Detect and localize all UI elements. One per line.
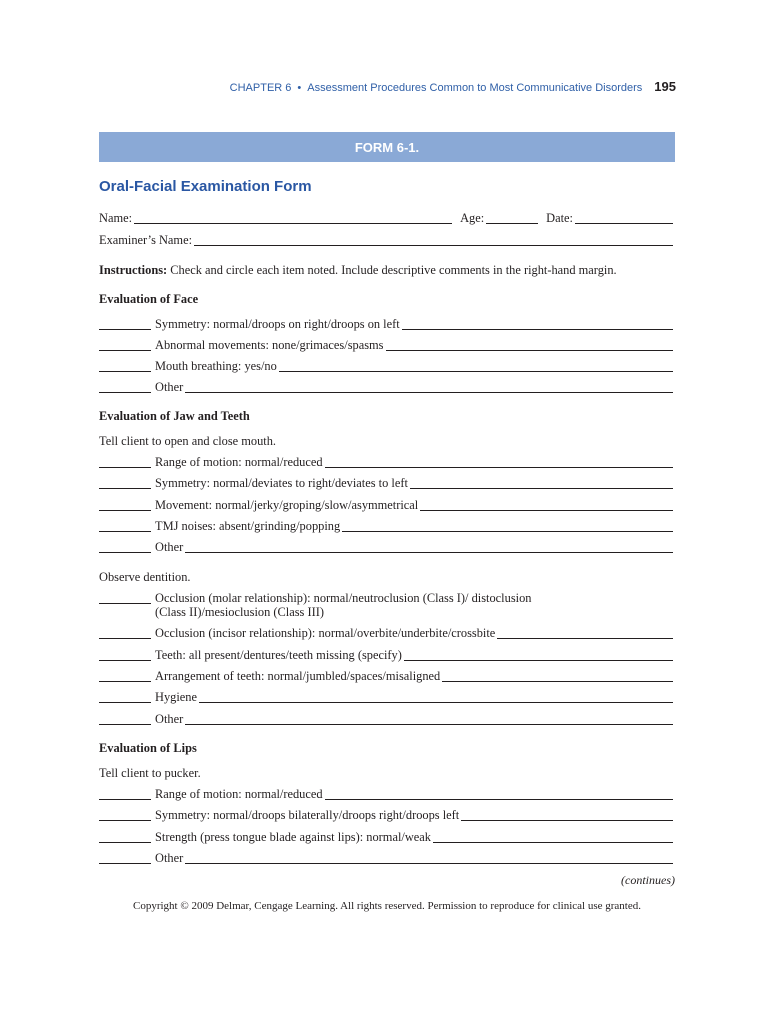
- comment-line[interactable]: [410, 487, 673, 489]
- check-blank[interactable]: [99, 391, 151, 393]
- face-item-mouth-breathing[interactable]: [99, 357, 675, 375]
- check-blank[interactable]: [99, 509, 151, 511]
- page-number: 195: [654, 79, 676, 94]
- check-blank[interactable]: [99, 701, 151, 703]
- item-label: Symmetry: normal/droops on right/droops on left: [155, 317, 400, 331]
- dentition-item-incisor-occlusion[interactable]: [99, 624, 675, 642]
- comment-line[interactable]: [185, 551, 673, 553]
- lips-heading: Evaluation of Lips: [99, 741, 197, 755]
- item-label: Hygiene: [155, 690, 197, 704]
- examiner-label: Examiner’s Name:: [99, 233, 193, 247]
- item-label: TMJ noises: absent/grinding/popping: [155, 519, 341, 533]
- item-label: Arrangement of teeth: normal/jumbled/spaces/misaligned: [155, 669, 441, 683]
- instructions-text: Check and circle each item noted. Include descriptive comments in the right-hand margin.: [167, 263, 617, 277]
- check-blank[interactable]: [99, 680, 151, 682]
- face-item-symmetry[interactable]: [99, 315, 675, 333]
- comment-line[interactable]: [461, 819, 673, 821]
- comment-line[interactable]: [433, 841, 673, 843]
- comment-line[interactable]: [386, 349, 674, 351]
- separator-bullet: •: [297, 82, 302, 94]
- comment-line[interactable]: [420, 509, 673, 511]
- item-label: Occlusion (incisor relationship): normal/overbite/underbite/crossbite: [155, 626, 496, 640]
- item-label: Symmetry: normal/droops bilaterally/droops right/droops left: [155, 808, 460, 822]
- lips-item-strength[interactable]: [99, 828, 675, 846]
- check-blank[interactable]: [99, 723, 151, 725]
- item-label: Other: [155, 540, 184, 554]
- item-label: Other: [155, 380, 184, 394]
- face-item-abnormal-movements[interactable]: [99, 336, 675, 354]
- face-heading: Evaluation of Face: [99, 292, 199, 306]
- item-label: Other: [155, 712, 184, 726]
- comment-line[interactable]: [279, 370, 673, 372]
- instructions-label: Instructions:: [99, 263, 168, 277]
- check-blank[interactable]: [99, 659, 151, 661]
- jaw-item-symmetry[interactable]: [99, 474, 675, 492]
- continues-note: (continues): [621, 873, 675, 887]
- copyright-notice: Copyright © 2009 Delmar, Cengage Learning. All rights reserved. Permission to reproduce for clinical use granted.: [133, 900, 641, 912]
- check-blank[interactable]: [99, 602, 151, 604]
- comment-line[interactable]: [325, 798, 673, 800]
- comment-line[interactable]: [185, 862, 673, 864]
- jaw-heading: Evaluation of Jaw and Teeth: [99, 409, 250, 423]
- dentition-item-teeth[interactable]: [99, 646, 675, 664]
- check-blank[interactable]: [99, 349, 151, 351]
- item-label: Range of motion: normal/reduced: [155, 455, 323, 469]
- check-blank[interactable]: [99, 466, 151, 468]
- dentition-item-molar-occlusion-cont: (Class II)/mesioclusion (Class III): [155, 605, 324, 619]
- comment-line[interactable]: [185, 723, 673, 725]
- check-blank[interactable]: [99, 798, 151, 800]
- name-label: Name:: [99, 211, 133, 225]
- comment-line[interactable]: [185, 391, 673, 393]
- comment-line[interactable]: [497, 637, 673, 639]
- instructions: [99, 261, 617, 279]
- face-item-other[interactable]: [99, 378, 675, 396]
- jaw-item-range-of-motion[interactable]: [99, 453, 675, 471]
- age-label: Age:: [460, 211, 485, 225]
- jaw-item-other[interactable]: [99, 538, 675, 556]
- comment-line[interactable]: [342, 530, 673, 532]
- lips-item-other[interactable]: [99, 849, 675, 867]
- check-blank[interactable]: [99, 551, 151, 553]
- dentition-item-arrangement[interactable]: [99, 667, 675, 685]
- check-blank[interactable]: [99, 637, 151, 639]
- comment-line[interactable]: [325, 466, 673, 468]
- check-blank[interactable]: [99, 530, 151, 532]
- item-label: Other: [155, 851, 184, 865]
- comment-line[interactable]: [199, 701, 673, 703]
- chapter-title: Assessment Procedures Common to Most Communicative Disorders: [307, 82, 643, 94]
- check-blank[interactable]: [99, 862, 151, 864]
- check-blank[interactable]: [99, 819, 151, 821]
- check-blank[interactable]: [99, 487, 151, 489]
- examiner-field[interactable]: [194, 244, 673, 246]
- jaw-instruction-open-close: Tell client to open and close mouth.: [99, 434, 277, 448]
- date-field[interactable]: [575, 222, 673, 224]
- lips-item-range-of-motion[interactable]: [99, 785, 675, 803]
- running-head: [100, 79, 676, 94]
- check-blank[interactable]: [99, 841, 151, 843]
- examiner-row: [99, 231, 675, 249]
- check-blank[interactable]: [99, 370, 151, 372]
- chapter-label: CHAPTER 6: [229, 82, 292, 94]
- item-label: Abnormal movements: none/grimaces/spasms: [155, 338, 384, 352]
- item-label: Teeth: all present/dentures/teeth missing (specify): [155, 648, 402, 662]
- comment-line[interactable]: [404, 659, 673, 661]
- jaw-instruction-dentition: Observe dentition.: [99, 570, 191, 584]
- form-title: Oral-Facial Examination Form: [99, 178, 312, 195]
- jaw-item-tmj-noises[interactable]: [99, 517, 675, 535]
- dentition-item-hygiene[interactable]: [99, 688, 675, 706]
- date-label: Date:: [546, 211, 573, 225]
- item-label: Mouth breathing: yes/no: [155, 359, 277, 373]
- jaw-item-movement[interactable]: [99, 496, 675, 514]
- comment-line[interactable]: [442, 680, 673, 682]
- name-field[interactable]: [134, 222, 452, 224]
- dentition-item-other[interactable]: [99, 710, 675, 728]
- item-label: Occlusion (molar relationship): normal/neutroclusion (Class I)/ distoclusion: [155, 591, 532, 605]
- item-label: Movement: normal/jerky/groping/slow/asymmetrical: [155, 498, 419, 512]
- lips-instruction: Tell client to pucker.: [99, 766, 201, 780]
- check-blank[interactable]: [99, 328, 151, 330]
- lips-item-symmetry[interactable]: [99, 806, 675, 824]
- item-label: Symmetry: normal/deviates to right/deviates to left: [155, 476, 408, 490]
- name-age-date-row: [99, 209, 675, 227]
- form-label-banner: FORM 6-1.: [99, 132, 675, 162]
- comment-line[interactable]: [402, 328, 673, 330]
- item-label: Range of motion: normal/reduced: [155, 787, 323, 801]
- age-field[interactable]: [486, 222, 538, 224]
- item-label: Strength (press tongue blade against lips): normal/weak: [155, 830, 431, 844]
